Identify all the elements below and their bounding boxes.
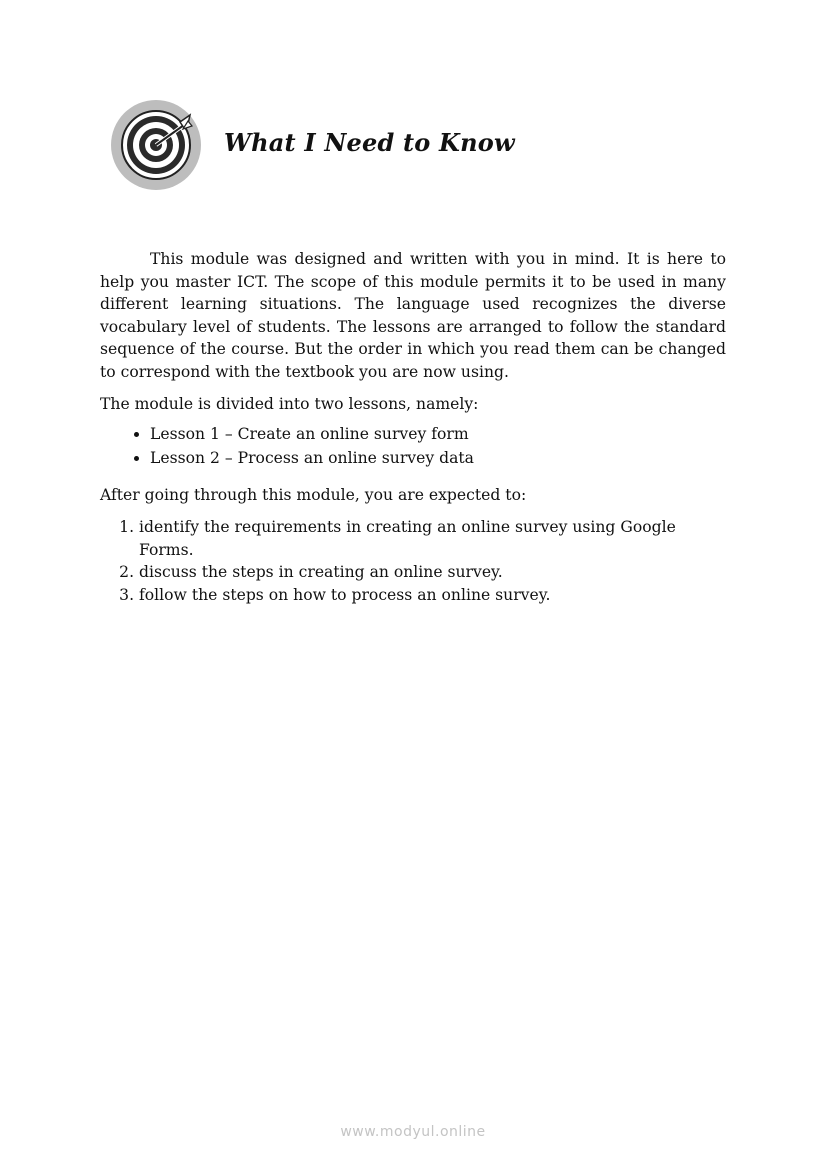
objective-item: 3. follow the steps on how to process an online survey. <box>139 584 726 607</box>
intro-paragraph: This module was designed and written with you in mind. It is here to help you master ICT. The scope of this module permits it to be used in many different learning situations. The language used recognizes the diverse vocabulary level of students. The lessons are arranged to follow the standard sequence of the course. But the order in which you read them can be changed to correspond with the textbook you are now using. <box>100 250 726 381</box>
objective-item: 1. identify the requirements in creating an online survey using Google Forms. <box>139 516 726 561</box>
page-title: What I Need to Know <box>224 128 515 157</box>
module-content <box>100 248 726 606</box>
lessons-list <box>100 422 726 470</box>
lesson-item: • Lesson 2 – Process an online survey data <box>150 446 726 470</box>
footer-watermark: www.modyul.online <box>340 1124 486 1140</box>
lessons-lead: The module is divided into two lessons, namely: <box>100 395 479 413</box>
lesson-item: • Lesson 1 – Create an online survey form <box>150 422 726 446</box>
objective-item: 2. discuss the steps in creating an online survey. <box>139 561 726 584</box>
objectives-lead: After going through this module, you are expected to: <box>100 485 527 504</box>
target-icon <box>110 99 202 191</box>
objectives-list <box>100 516 726 606</box>
section-header <box>110 99 202 191</box>
